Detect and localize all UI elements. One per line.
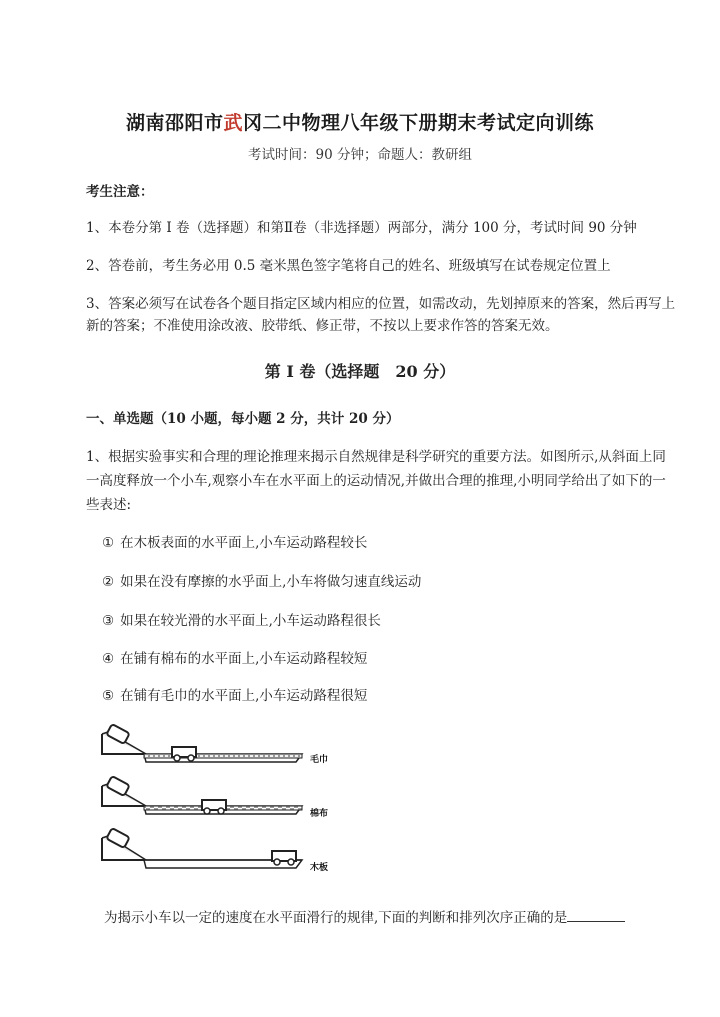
option-text: 在铺有毛巾的水平面上,小车运动路程很短	[120, 688, 368, 704]
option-number: ①	[102, 535, 115, 551]
cart	[106, 776, 129, 796]
incline-row-towel	[102, 724, 328, 765]
cart	[106, 828, 129, 848]
exam-info: 考试时间：90 分钟；命题人：教研组	[248, 147, 472, 163]
incline-experiment-figure	[98, 720, 338, 885]
title-highlight: 武	[223, 112, 243, 134]
question-stem: 1、根据实验事实和合理的理论推理来揭示自然规律是科学研究的重要方法。如图所示,从斜面上同一高度释放一个小车,观察小车在水平面上的运动情况,并做出合理的推理,小明同学给出了如下的一些表述:	[86, 449, 666, 513]
title-prefix: 湖南邵阳市	[125, 112, 224, 134]
answer-blank[interactable]	[567, 909, 625, 922]
option-number: ③	[102, 613, 115, 629]
option-number: ⑤	[102, 688, 115, 704]
option-item	[102, 684, 367, 704]
option-text: 如果在较光滑的水平面上,小车运动路程很长	[120, 613, 381, 629]
option-number: ②	[102, 574, 115, 590]
option-item	[102, 647, 367, 667]
notice-item-2: 2、答卷前，考生务必用 0.5 毫米黑色签字笔将自己的姓名、班级填写在试卷规定位置上	[86, 258, 611, 274]
option-item	[102, 609, 381, 629]
option-text: 在木板表面的水平面上,小车运动路程较长	[120, 535, 368, 551]
incline-row-wood	[102, 828, 328, 873]
notice-item-1: 1、本卷分第 I 卷（选择题）和第Ⅱ卷（非选择题）两部分，满分 100 分，考试时间 90 分钟	[86, 220, 637, 236]
cart	[106, 724, 129, 744]
section-title: 第 I 卷（选择题 20 分）	[264, 362, 456, 381]
option-number: ④	[102, 651, 115, 667]
option-text: 如果在没有摩擦的水乎面上,小车将做匀速直线运动	[120, 574, 422, 590]
question-prompt	[104, 906, 625, 926]
option-item	[102, 570, 421, 590]
notice-item-3: 3、答案必须写在试卷各个题目指定区域内相应的位置，如需改动，先划掉原来的答案，然后再写上新的答案；不准使用涂改液、胶带纸、修正带，不按以上要求作答的答案无效。	[86, 296, 676, 334]
option-text: 在铺有棉布的水平面上,小车运动路程较短	[120, 651, 368, 667]
surface-label-cotton: 棉布	[310, 809, 329, 819]
question-prompt-text: 为揭示小车以一定的速度在水平面滑行的规律,下面的判断和排列次序正确的是	[104, 910, 568, 926]
incline-row-cotton	[102, 776, 328, 819]
notice-heading: 考生注意：	[86, 184, 154, 200]
surface-label-towel: 毛巾	[310, 755, 329, 765]
part-heading: 一、单选题（10 小题，每小题 2 分，共计 20 分）	[86, 411, 400, 427]
title-suffix: 冈二中物理八年级下册期末考试定向训练	[243, 112, 595, 134]
page-title	[0, 108, 720, 135]
option-item	[102, 531, 367, 551]
surface-label-wood: 木板	[310, 863, 329, 873]
